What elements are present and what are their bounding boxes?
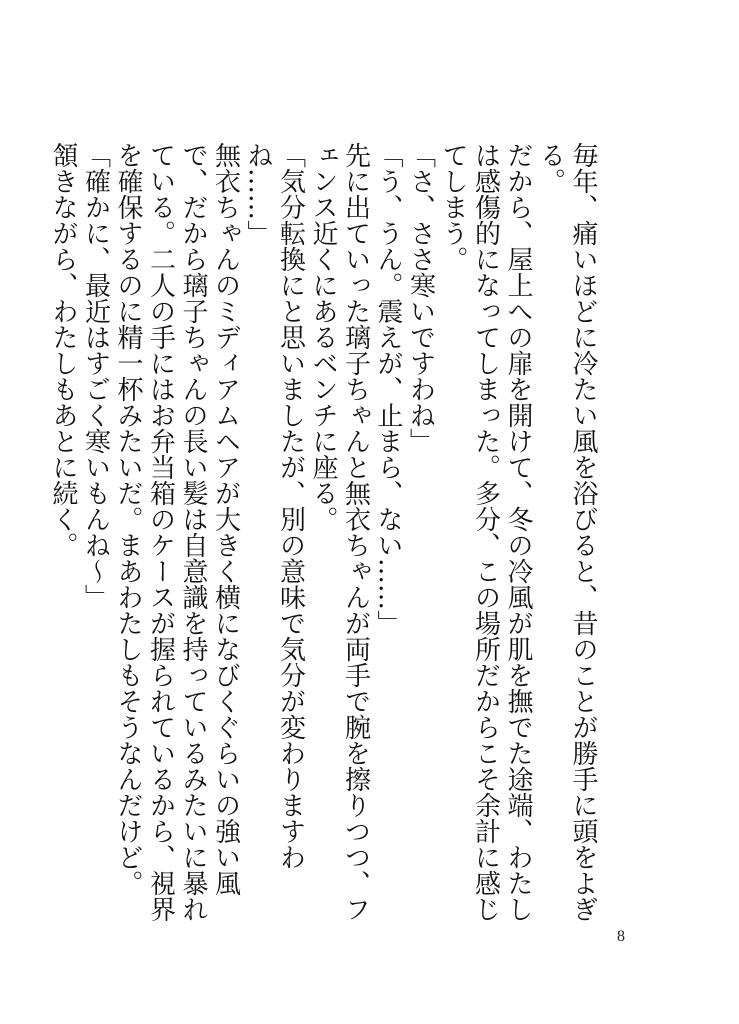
paragraph: 先に出ていった璃子ちゃんと無衣ちゃんが両手で腕を擦りつつ、フェンス近くにあるベンチに座る。	[308, 142, 371, 922]
vertical-text-body	[47, 142, 600, 942]
paragraph: 「さ、ささ寒いですわね」	[405, 142, 436, 454]
paragraph: 「気分転換にと思いましたが、別の意味で気分が変わりますわね……」	[243, 142, 306, 870]
paragraph: 頷きながら、わたしもあとに続く。	[48, 142, 78, 558]
page-number: 8	[617, 928, 625, 945]
paragraph: 毎年、痛いほどに冷たい風を浴びると、昔のことが勝手に頭をよぎる。	[535, 142, 598, 922]
paragraph: 「確かに、最近はすごく寒いもんね〜」	[80, 142, 111, 610]
paragraph: 無衣ちゃんのミディアムヘアが大きく横になびくぐらいの強い風で、だから璃子ちゃんの長い髪は自意識を持っているみたいに暴れている。二人の手にはお弁当箱のケースが握られているから、視界を確保するのに精一杯みたいだ。まあわたしもそうなんだけど。	[113, 142, 241, 922]
paragraph: だから、屋上への扉を開けて、冬の冷風が肌を撫でた途端、わたしは感傷的になってしまった。多分、この場所だからこそ余計に感じてしまう。	[438, 142, 533, 922]
paragraph: 「う、うん。震えが、止まら、ない……」	[373, 142, 403, 636]
